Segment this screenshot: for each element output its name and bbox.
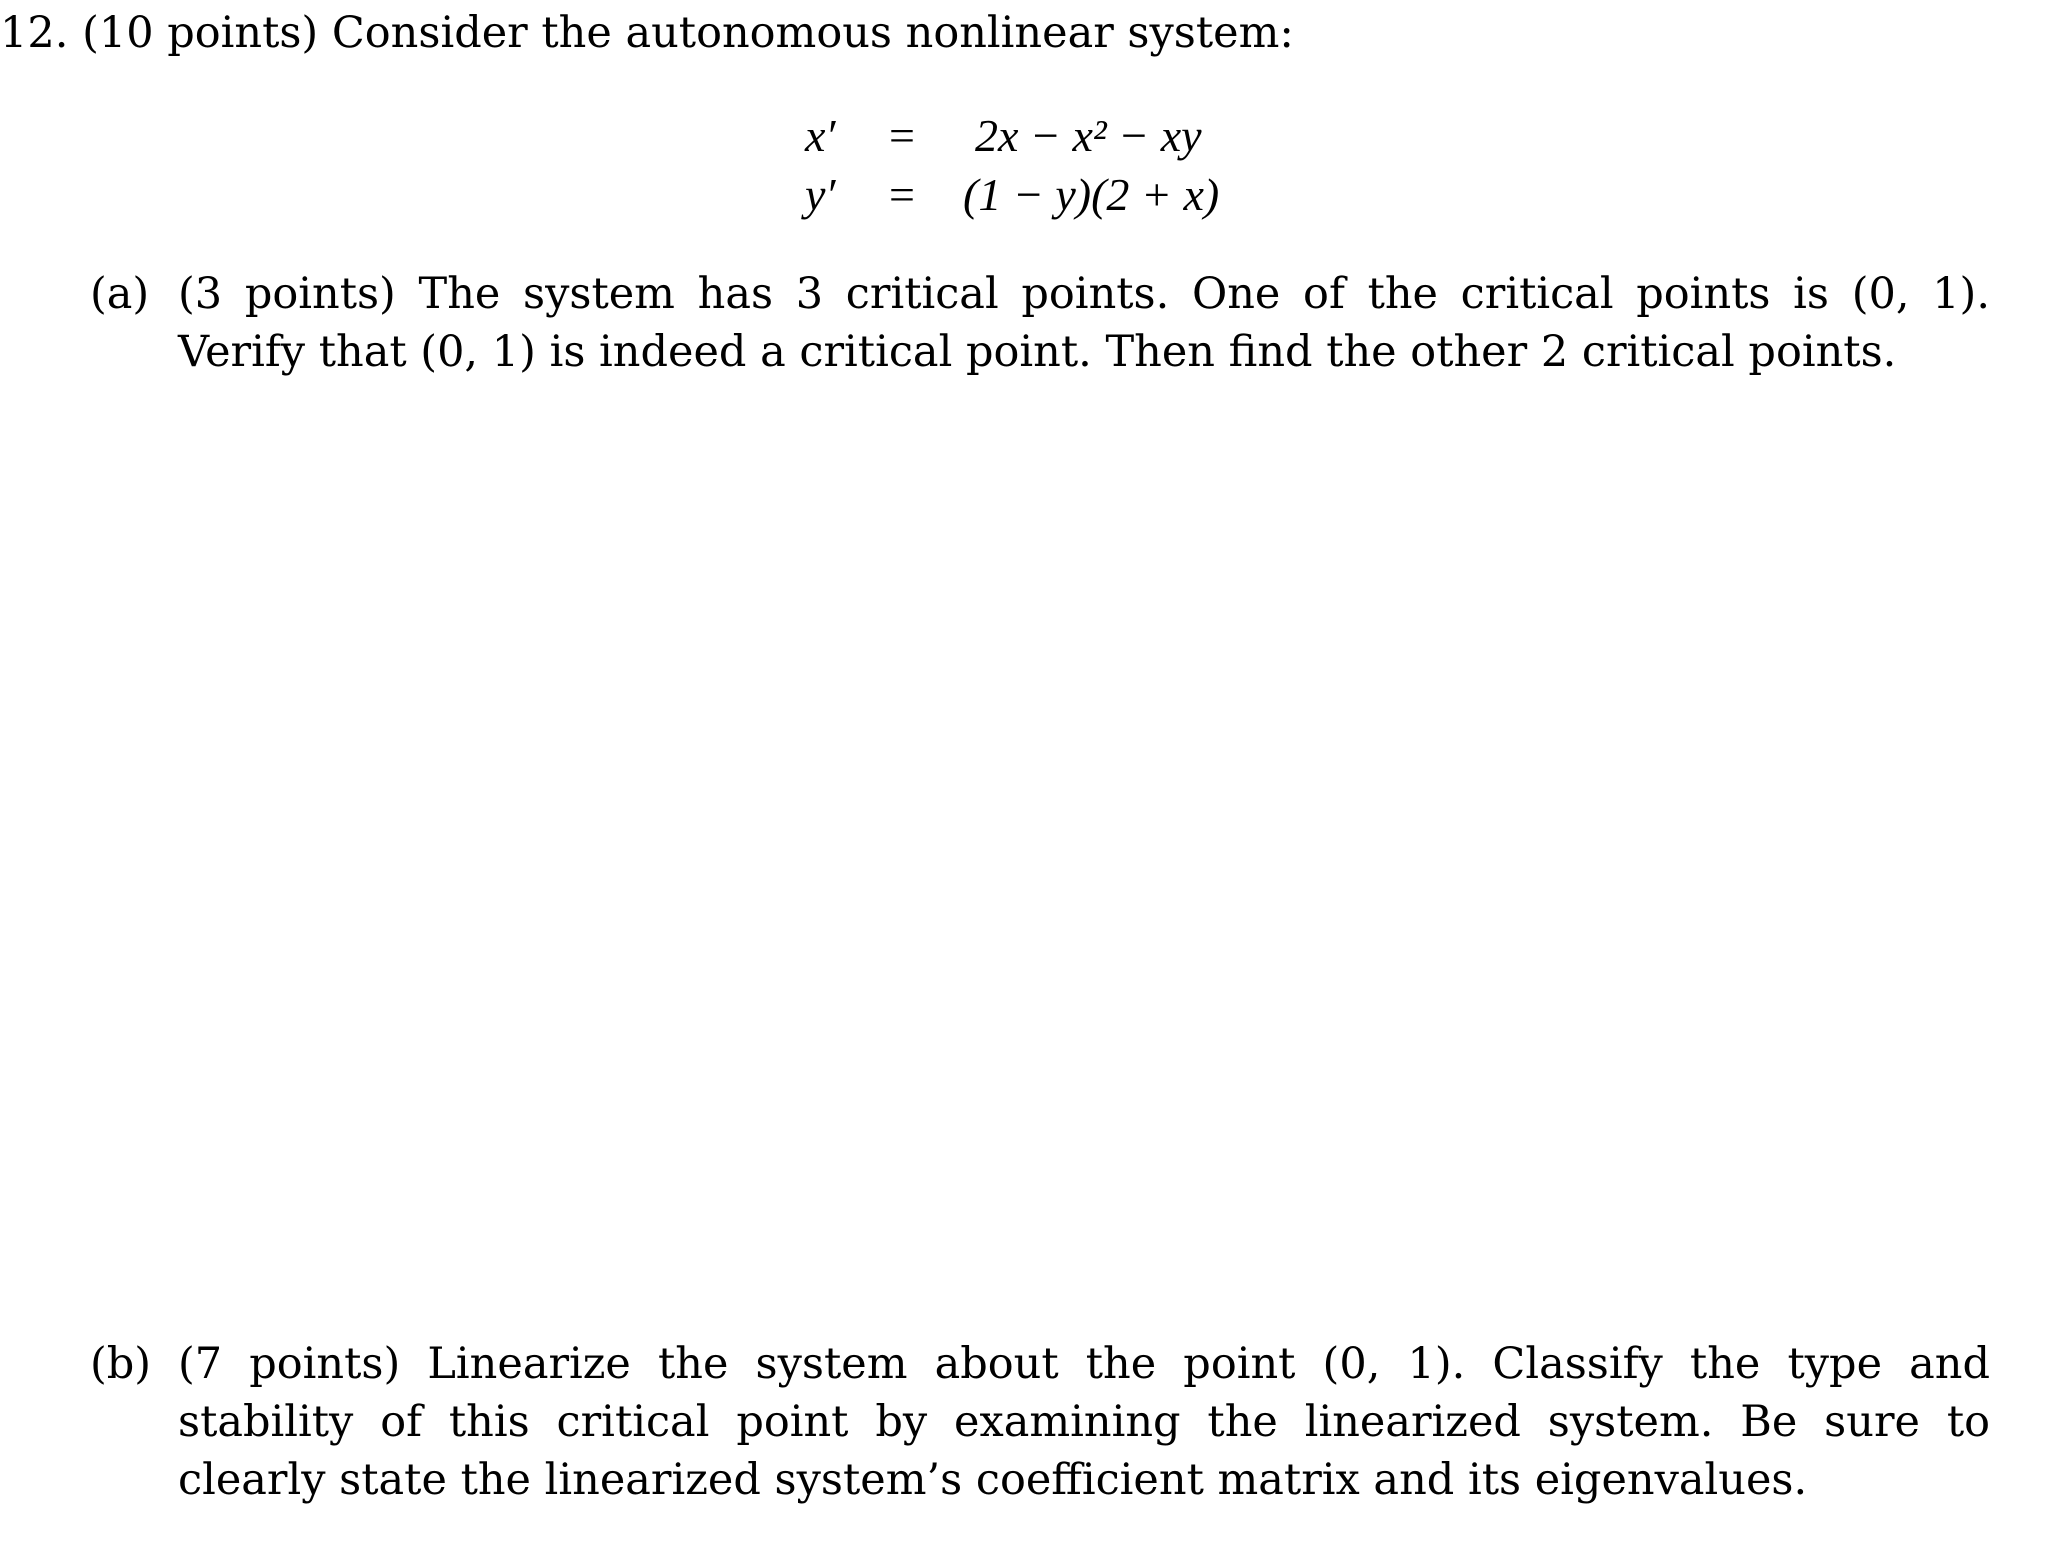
question-points: (10 points) xyxy=(82,8,319,58)
part-a-text: (3 points) The system has 3 critical points. One of the critical points is (0, 1). Verify that (0, 1) is indeed a critical point. Then find the other 2 critical points. xyxy=(178,269,1990,377)
question-intro: Consider the autonomous nonlinear system: xyxy=(331,8,1294,58)
part-a-label: (a) xyxy=(90,269,150,319)
part-b-text: (7 points) Linearize the system about the point (0, 1). Classify the type and stability of this critical point by examining the linearized system. Be sure to clearly state the linearized system’s coefficient matrix and its eigenvalues. xyxy=(178,1339,1990,1505)
part-b-label: (b) xyxy=(90,1339,152,1389)
question-number: 12. xyxy=(0,8,69,58)
answer-space-a xyxy=(90,400,1990,1300)
equation-1-rhs: 2x − x² − xy xyxy=(975,110,1202,161)
equation-1-lhs: x′ xyxy=(805,110,836,161)
part-a xyxy=(90,265,1990,395)
equation-2-rhs: (1 − y)(2 + x) xyxy=(963,169,1220,220)
equation-2-lhs: y′ xyxy=(805,169,836,220)
equation-2-equals: = xyxy=(889,169,915,220)
question-header xyxy=(0,8,1294,58)
equation-1-equals: = xyxy=(889,110,915,161)
part-b xyxy=(90,1335,1990,1525)
